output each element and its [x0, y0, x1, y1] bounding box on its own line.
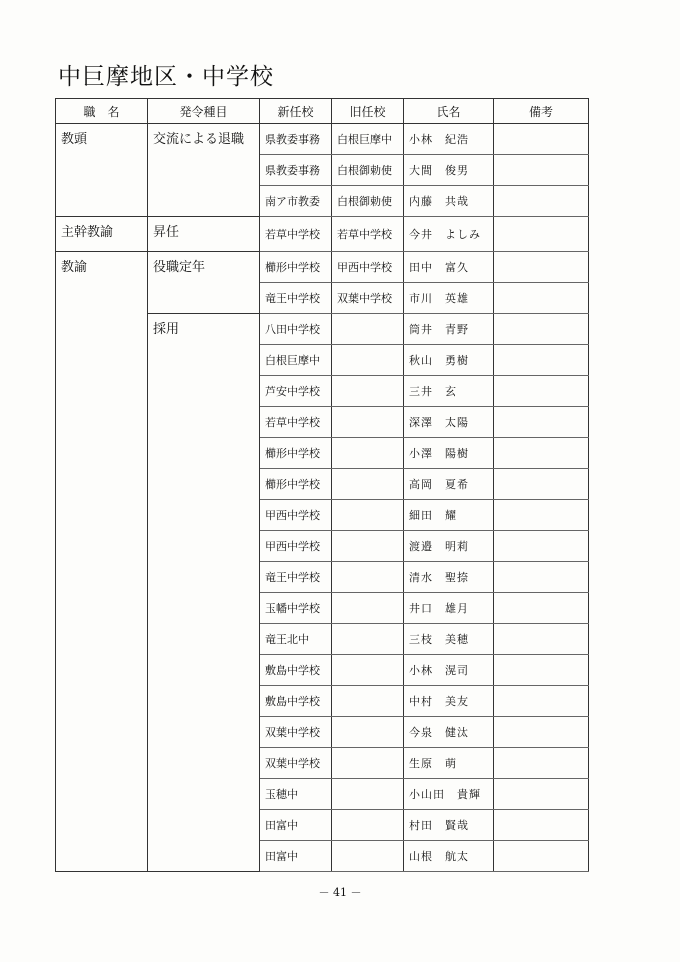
old-school-cell: [332, 624, 404, 655]
header-new-school: 新任校: [260, 99, 332, 124]
old-school-cell: [332, 841, 404, 872]
remarks-cell: [494, 717, 589, 748]
remarks-cell: [494, 655, 589, 686]
remarks-cell: [494, 531, 589, 562]
name-cell: 大間 俊男: [404, 155, 494, 186]
name-cell: 小林 滉司: [404, 655, 494, 686]
new-school-cell: 八田中学校: [260, 314, 332, 345]
name-cell: 清水 聖捺: [404, 562, 494, 593]
new-school-cell: 双葉中学校: [260, 717, 332, 748]
appointment-type-cell: 昇任: [148, 217, 260, 252]
remarks-cell: [494, 407, 589, 438]
old-school-cell: 白根巨摩中: [332, 124, 404, 155]
personnel-table: [55, 98, 589, 872]
name-cell: 今泉 健汰: [404, 717, 494, 748]
old-school-cell: [332, 531, 404, 562]
new-school-cell: 双葉中学校: [260, 748, 332, 779]
remarks-cell: [494, 748, 589, 779]
name-cell: 三井 玄: [404, 376, 494, 407]
new-school-cell: 竜王中学校: [260, 562, 332, 593]
old-school-cell: [332, 500, 404, 531]
table-row: [56, 252, 589, 283]
old-school-cell: [332, 810, 404, 841]
old-school-cell: [332, 655, 404, 686]
remarks-cell: [494, 155, 589, 186]
new-school-cell: 白根巨摩中: [260, 345, 332, 376]
name-cell: 内藤 共哉: [404, 186, 494, 217]
new-school-cell: 甲西中学校: [260, 500, 332, 531]
name-cell: 深澤 太陽: [404, 407, 494, 438]
remarks-cell: [494, 841, 589, 872]
new-school-cell: 県教委事務: [260, 124, 332, 155]
remarks-cell: [494, 562, 589, 593]
new-school-cell: 若草中学校: [260, 407, 332, 438]
table-row: [56, 124, 589, 155]
new-school-cell: 竜王北中: [260, 624, 332, 655]
old-school-cell: [332, 376, 404, 407]
remarks-cell: [494, 500, 589, 531]
header-position: 職 名: [56, 99, 148, 124]
table-row: [56, 217, 589, 252]
old-school-cell: 双葉中学校: [332, 283, 404, 314]
name-cell: 村田 賢哉: [404, 810, 494, 841]
remarks-cell: [494, 124, 589, 155]
old-school-cell: [332, 748, 404, 779]
name-cell: 生原 萌: [404, 748, 494, 779]
name-cell: 今井 よしみ: [404, 217, 494, 252]
name-cell: 秋山 勇樹: [404, 345, 494, 376]
remarks-cell: [494, 779, 589, 810]
name-cell: 井口 雄月: [404, 593, 494, 624]
name-cell: 細田 耀: [404, 500, 494, 531]
old-school-cell: 甲西中学校: [332, 252, 404, 283]
old-school-cell: [332, 345, 404, 376]
header-remarks: 備考: [494, 99, 589, 124]
old-school-cell: 白根御勅使: [332, 186, 404, 217]
appointment-type-cell: 採用: [148, 314, 260, 872]
name-cell: 田中 富久: [404, 252, 494, 283]
remarks-cell: [494, 217, 589, 252]
table-header-row: [56, 99, 589, 124]
old-school-cell: 若草中学校: [332, 217, 404, 252]
remarks-cell: [494, 186, 589, 217]
old-school-cell: [332, 686, 404, 717]
new-school-cell: 竜王中学校: [260, 283, 332, 314]
new-school-cell: 田富中: [260, 810, 332, 841]
name-cell: 小山田 貴輝: [404, 779, 494, 810]
page-title: 中巨摩地区・中学校: [58, 64, 274, 90]
remarks-cell: [494, 314, 589, 345]
name-cell: 市川 英雄: [404, 283, 494, 314]
remarks-cell: [494, 686, 589, 717]
new-school-cell: 敷島中学校: [260, 686, 332, 717]
new-school-cell: 櫛形中学校: [260, 469, 332, 500]
name-cell: 渡邉 明莉: [404, 531, 494, 562]
remarks-cell: [494, 810, 589, 841]
old-school-cell: [332, 438, 404, 469]
new-school-cell: 県教委事務: [260, 155, 332, 186]
new-school-cell: 南ア市教委: [260, 186, 332, 217]
name-cell: 小澤 陽樹: [404, 438, 494, 469]
old-school-cell: [332, 593, 404, 624]
new-school-cell: 櫛形中学校: [260, 252, 332, 283]
position-cell: 主幹教諭: [56, 217, 148, 252]
remarks-cell: [494, 376, 589, 407]
name-cell: 小林 紀浩: [404, 124, 494, 155]
remarks-cell: [494, 345, 589, 376]
old-school-cell: [332, 562, 404, 593]
old-school-cell: 白根御勅使: [332, 155, 404, 186]
name-cell: 山根 航太: [404, 841, 494, 872]
remarks-cell: [494, 593, 589, 624]
appointment-type-cell: 交流による退職: [148, 124, 260, 217]
new-school-cell: 若草中学校: [260, 217, 332, 252]
header-name: 氏名: [404, 99, 494, 124]
old-school-cell: [332, 407, 404, 438]
name-cell: 高岡 夏希: [404, 469, 494, 500]
old-school-cell: [332, 779, 404, 810]
new-school-cell: 芦安中学校: [260, 376, 332, 407]
old-school-cell: [332, 314, 404, 345]
header-appointment-type: 発令種目: [148, 99, 260, 124]
new-school-cell: 甲西中学校: [260, 531, 332, 562]
new-school-cell: 櫛形中学校: [260, 438, 332, 469]
name-cell: 中村 美友: [404, 686, 494, 717]
new-school-cell: 田富中: [260, 841, 332, 872]
remarks-cell: [494, 624, 589, 655]
header-old-school: 旧任校: [332, 99, 404, 124]
name-cell: 筒井 青野: [404, 314, 494, 345]
old-school-cell: [332, 469, 404, 500]
new-school-cell: 玉幡中学校: [260, 593, 332, 624]
new-school-cell: 敷島中学校: [260, 655, 332, 686]
page-number: － 41 －: [318, 886, 362, 899]
old-school-cell: [332, 717, 404, 748]
name-cell: 三枝 美穂: [404, 624, 494, 655]
remarks-cell: [494, 283, 589, 314]
position-cell: 教頭: [56, 124, 148, 217]
remarks-cell: [494, 438, 589, 469]
position-cell: 教諭: [56, 252, 148, 872]
new-school-cell: 玉穂中: [260, 779, 332, 810]
remarks-cell: [494, 469, 589, 500]
appointment-type-cell: 役職定年: [148, 252, 260, 314]
remarks-cell: [494, 252, 589, 283]
